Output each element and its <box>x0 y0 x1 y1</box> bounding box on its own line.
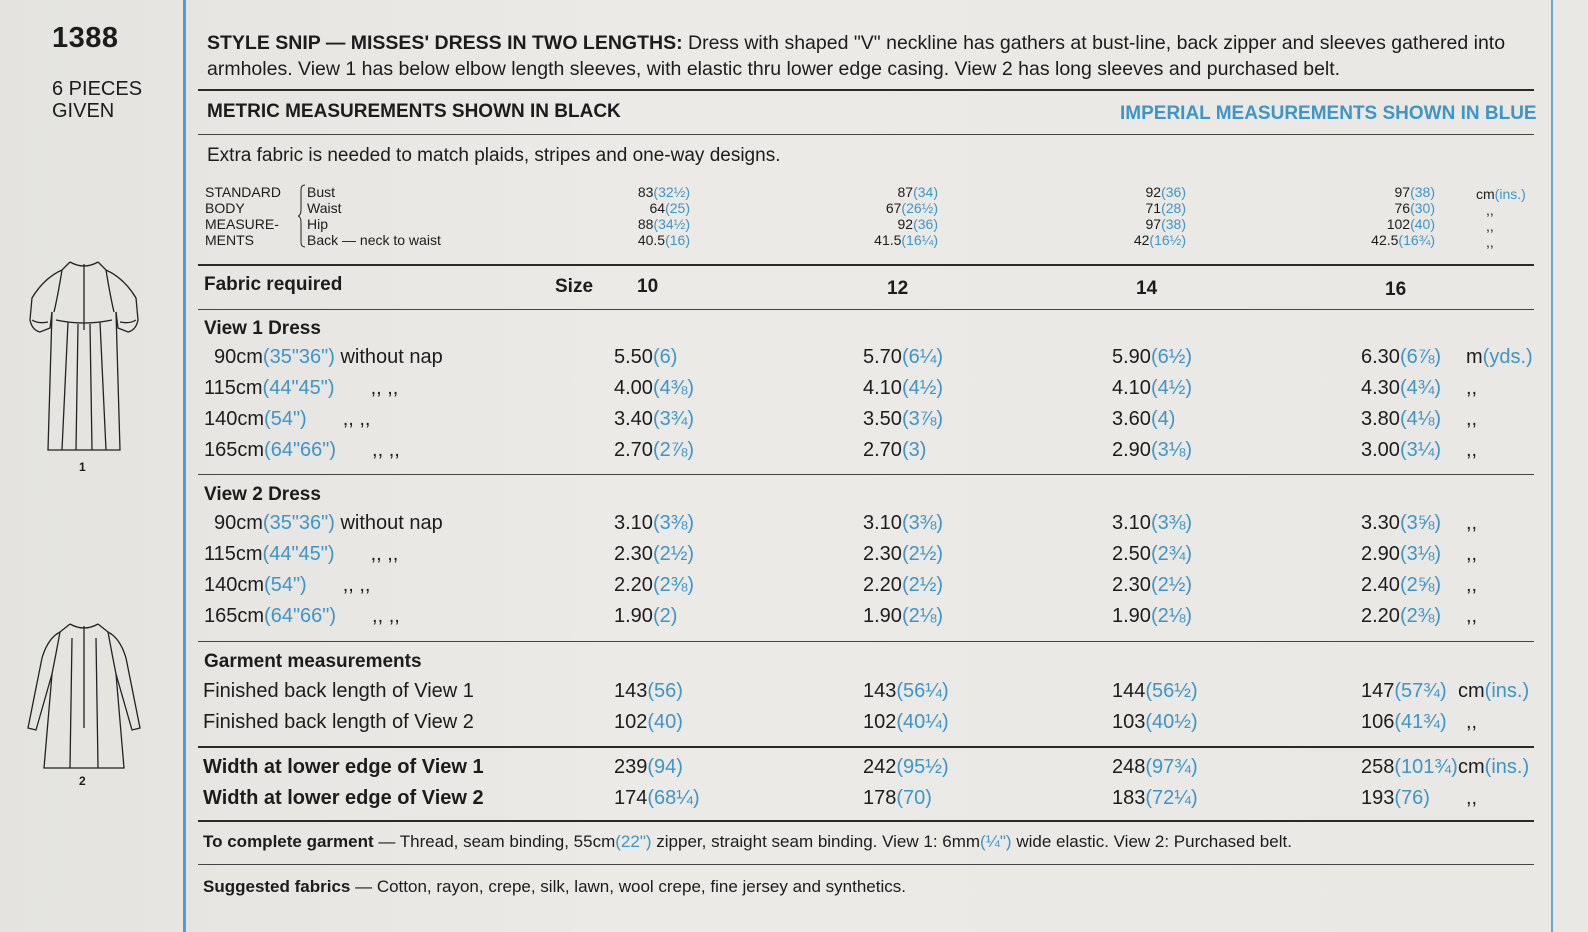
fabrics-title: Suggested fabrics <box>203 877 351 896</box>
std-ditto: ,, <box>1486 234 1494 250</box>
ditto-mark: ,, <box>1466 408 1478 430</box>
standard-body-label <box>205 184 295 248</box>
std-value: 102(40) <box>1386 216 1435 232</box>
imperial-header: IMPERIAL MEASUREMENTS SHOWN IN BLUE <box>1120 103 1537 124</box>
fabric-amount-cell: 4.10(4½) <box>863 377 944 399</box>
std-value: 88(34½) <box>637 216 690 232</box>
fabric-amount-cell: 1.90(2⅛) <box>863 605 944 627</box>
pieces-line-1: 6 PIECES <box>52 78 143 100</box>
divider <box>198 474 1534 475</box>
std-name-bust: Bust <box>307 184 336 200</box>
std-ditto: ,, <box>1486 202 1494 218</box>
fabric-amount-cell: 2.40(2⅝) <box>1361 574 1442 596</box>
garment-row-label: Width at lower edge of View 1 <box>203 756 484 778</box>
std-value: 87(34) <box>897 184 938 200</box>
fabric-amount-cell: 2.30(2½) <box>1112 574 1193 596</box>
garment-value-cell: 178(70) <box>863 787 932 809</box>
fabric-amount-cell: 4.10(4½) <box>1112 377 1193 399</box>
std-name-hip: Hip <box>307 216 329 232</box>
fabric-amount-cell: 2.90(3⅛) <box>1361 543 1442 565</box>
std-value: 76(30) <box>1394 200 1435 216</box>
garment-value-cell: 248(97¾) <box>1112 756 1198 778</box>
pieces-count <box>52 78 172 122</box>
view-1-dress-illustration <box>22 250 152 465</box>
brace-icon <box>298 184 306 248</box>
std-label-line: MEASURE- <box>205 216 279 232</box>
fabric-width-label: 115cm(44"45") ,, ,, <box>204 377 399 399</box>
to-complete-garment: To complete garment — Thread, seam binding, 55cm(22") zipper, straight seam binding. View 1: 6mm(¼") wide elastic. View 2: Purchased belt. <box>203 832 1292 851</box>
size-label: Size <box>555 276 594 297</box>
std-col-size-14 <box>1096 184 1186 248</box>
fabric-amount-cell: 2.90(3⅛) <box>1112 439 1193 461</box>
std-unit-line: cm(ins.) <box>1476 186 1526 202</box>
view-1-label: 1 <box>79 460 86 474</box>
std-name-back: Back — neck to waist <box>307 232 441 248</box>
std-name-waist: Waist <box>307 200 342 216</box>
divider <box>198 89 1534 91</box>
garment-row-label: Finished back length of View 2 <box>203 711 474 733</box>
suggested-fabrics: Suggested fabrics — Cotton, rayon, crepe, silk, lawn, wool crepe, fine jersey and synthetics. <box>203 877 906 896</box>
left-column <box>0 0 188 932</box>
complete-title: To complete garment <box>203 832 374 851</box>
fabric-amount-cell: 3.60(4) <box>1112 408 1176 430</box>
garment-unit: cm(ins.) <box>1458 756 1530 778</box>
fabric-amount-cell: 3.50(3⅞) <box>863 408 944 430</box>
description-text-2: armholes. View 1 has below elbow length sleeves, with elastic thru lower edge casing. View 2 has long sleeves and purchased belt. <box>207 58 1341 80</box>
size-14: 14 <box>1136 278 1158 299</box>
fabric-amount-cell: 2.20(2⅜) <box>614 574 695 596</box>
ditto-mark: ,, <box>1466 512 1478 534</box>
fabric-amount-cell: 4.30(4¾) <box>1361 377 1442 399</box>
fabric-width-label: 165cm(64"66") ,, ,, <box>204 605 400 627</box>
ditto-mark: ,, <box>1466 605 1478 627</box>
garment-value-cell: 193(76) <box>1361 787 1430 809</box>
fabric-width-label: 165cm(64"66") ,, ,, <box>204 439 400 461</box>
std-value: 92(36) <box>897 216 938 232</box>
std-value: 40.5(16) <box>637 232 690 248</box>
fabric-amount-cell: 3.40(3¾) <box>614 408 695 430</box>
fabric-amount-cell: 3.80(4⅛) <box>1361 408 1442 430</box>
garment-value-cell: 106(41¾) <box>1361 711 1447 733</box>
garment-value-cell: 258(101¾) <box>1361 756 1458 778</box>
fabric-amount-cell: 2.30(2½) <box>614 543 695 565</box>
std-value: 41.5(16¼) <box>874 232 938 248</box>
fabric-amount-cell: 1.90(2) <box>614 605 678 627</box>
fabric-amount-cell: 6.30(6⅞) <box>1361 346 1442 368</box>
std-units <box>1476 186 1526 250</box>
fabric-unit: m(yds.) <box>1466 346 1533 368</box>
std-value: 42(16½) <box>1133 232 1186 248</box>
fabric-amount-cell: 3.10(3⅜) <box>1112 512 1193 534</box>
size-16: 16 <box>1385 279 1407 300</box>
ditto-mark: ,, <box>1466 543 1478 565</box>
ditto-mark: ,, <box>1466 711 1478 733</box>
std-value: 67(26½) <box>885 200 938 216</box>
divider <box>198 309 1534 310</box>
extra-fabric-note: Extra fabric is needed to match plaids, stripes and one-way designs. <box>207 145 781 166</box>
fabric-amount-cell: 2.50(2¾) <box>1112 543 1193 565</box>
std-label-line: MENTS <box>205 232 254 248</box>
fabric-width-label: 90cm(35"36") without nap <box>214 346 443 368</box>
divider <box>198 746 1534 748</box>
std-col-size-10 <box>600 184 690 248</box>
fabric-width-label: 115cm(44"45") ,, ,, <box>204 543 399 565</box>
fabric-amount-cell: 1.90(2⅛) <box>1112 605 1193 627</box>
fabric-amount-cell: 5.90(6½) <box>1112 346 1193 368</box>
garment-unit: cm(ins.) <box>1458 680 1530 702</box>
std-value: 97(38) <box>1394 184 1435 200</box>
std-value: 92(36) <box>1145 184 1186 200</box>
fabric-amount-cell: 3.00(3¼) <box>1361 439 1442 461</box>
garment-value-cell: 239(94) <box>614 756 683 778</box>
pieces-line-2: GIVEN <box>52 100 115 122</box>
style-description <box>207 30 1542 82</box>
garment-value-cell: 147(57¾) <box>1361 680 1447 702</box>
fabric-amount-cell: 2.20(2⅜) <box>1361 605 1442 627</box>
garment-value-cell: 183(72¼) <box>1112 787 1198 809</box>
garment-value-cell: 143(56¼) <box>863 680 949 702</box>
description-line-1 <box>207 30 1542 56</box>
garment-row-label: Width at lower edge of View 2 <box>203 787 484 809</box>
fabric-width-label: 140cm(54") ,, ,, <box>204 408 371 430</box>
size-10: 10 <box>637 276 659 297</box>
garment-value-cell: 242(95½) <box>863 756 949 778</box>
right-border-line <box>1551 0 1553 932</box>
divider <box>198 641 1534 642</box>
std-value: 64(25) <box>649 200 690 216</box>
description-text-1: Dress with shaped "V" neckline has gathers at bust-line, back zipper and sleeves gathered into <box>682 32 1506 54</box>
standard-body-names <box>307 184 441 248</box>
pattern-number: 1388 <box>52 22 119 54</box>
std-value: 71(28) <box>1145 200 1186 216</box>
std-value: 97(38) <box>1145 216 1186 232</box>
ditto-mark: ,, <box>1466 377 1478 399</box>
std-label-line: BODY <box>205 200 245 216</box>
garment-value-cell: 102(40) <box>614 711 683 733</box>
view-2-title: View 2 Dress <box>204 484 321 505</box>
divider <box>198 820 1534 822</box>
ditto-mark: ,, <box>1466 574 1478 596</box>
fabric-amount-cell: 3.10(3⅜) <box>863 512 944 534</box>
view-2-dress-illustration <box>22 618 152 778</box>
std-label-line: STANDARD <box>205 184 281 200</box>
garment-value-cell: 144(56½) <box>1112 680 1198 702</box>
std-col-size-12 <box>848 184 938 248</box>
size-12: 12 <box>887 278 909 299</box>
divider <box>198 264 1534 266</box>
view-1-title: View 1 Dress <box>204 318 321 339</box>
metric-header: METRIC MEASUREMENTS SHOWN IN BLACK <box>207 101 621 122</box>
divider <box>198 134 1534 135</box>
ditto-mark: ,, <box>1466 787 1478 809</box>
fabric-width-label: 90cm(35"36") without nap <box>214 512 443 534</box>
view-2-label: 2 <box>79 774 86 788</box>
std-value: 42.5(16¾) <box>1371 232 1435 248</box>
garment-value-cell: 174(68¼) <box>614 787 700 809</box>
garment-value-cell: 143(56) <box>614 680 683 702</box>
garment-value-cell: 103(40½) <box>1112 711 1198 733</box>
blue-border-line <box>183 0 186 932</box>
std-ditto: ,, <box>1486 218 1494 234</box>
fabric-amount-cell: 2.30(2½) <box>863 543 944 565</box>
fabric-amount-cell: 5.70(6¼) <box>863 346 944 368</box>
fabric-amount-cell: 4.00(4⅜) <box>614 377 695 399</box>
std-col-size-16 <box>1345 184 1435 248</box>
fabric-amount-cell: 2.70(3) <box>863 439 927 461</box>
fabric-width-label: 140cm(54") ,, ,, <box>204 574 371 596</box>
garment-row-label: Finished back length of View 1 <box>203 680 474 702</box>
fabric-amount-cell: 3.30(3⅝) <box>1361 512 1442 534</box>
ditto-mark: ,, <box>1466 439 1478 461</box>
fabric-amount-cell: 3.10(3⅜) <box>614 512 695 534</box>
description-title: STYLE SNIP — MISSES' DRESS IN TWO LENGTHS: <box>207 32 683 54</box>
garment-measurements-title: Garment measurements <box>204 651 422 672</box>
divider <box>198 864 1534 865</box>
std-value: 83(32½) <box>637 184 690 200</box>
fabric-amount-cell: 2.70(2⅞) <box>614 439 695 461</box>
fabric-amount-cell: 2.20(2½) <box>863 574 944 596</box>
garment-value-cell: 102(40¼) <box>863 711 949 733</box>
fabric-required-title: Fabric required <box>204 274 343 295</box>
fabric-amount-cell: 5.50(6) <box>614 346 678 368</box>
